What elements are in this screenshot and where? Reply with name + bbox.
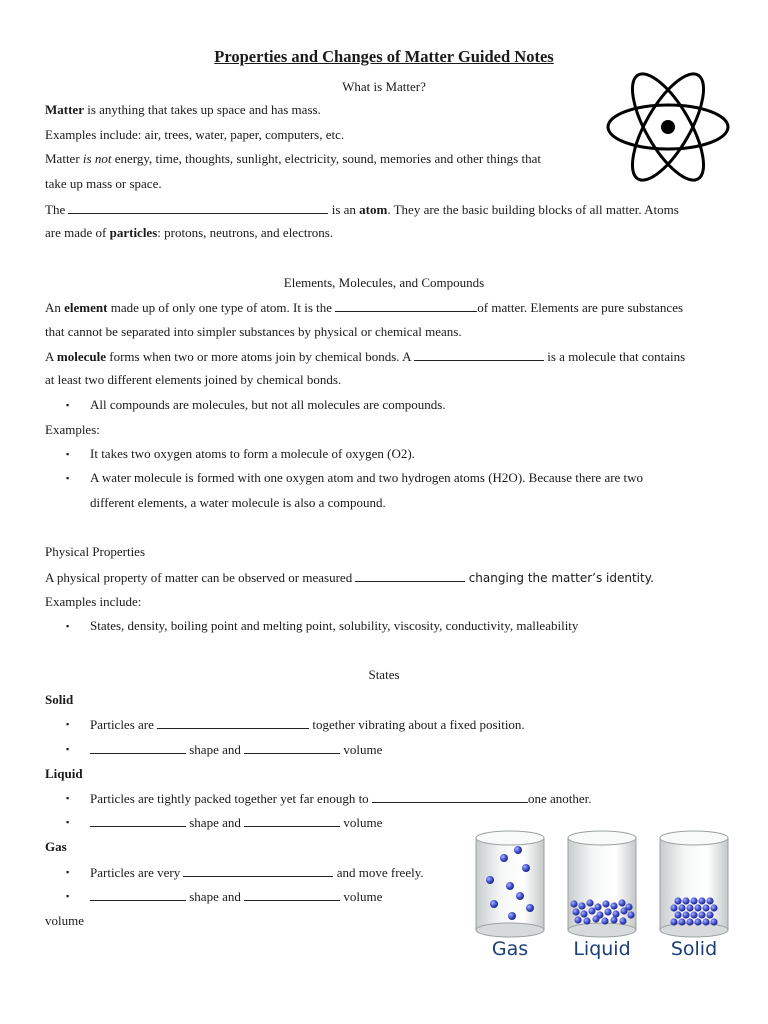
examples-label: Examples:: [45, 422, 100, 437]
section-heading-elements: Elements, Molecules, and Compounds: [283, 275, 485, 290]
bullet-marker: ▪: [66, 793, 70, 803]
physical-property-line: A physical property of matter can be observed or measured changing the matter’s identity.: [45, 570, 654, 585]
liquid-shape-volume: shape and volume: [90, 814, 382, 831]
blank-gas-volume[interactable]: [244, 888, 340, 901]
bullet-oxygen: It takes two oxygen atoms to form a molecule of oxygen (O2).: [90, 446, 415, 461]
blank-liquid-particles[interactable]: [372, 790, 528, 803]
blank-physical[interactable]: [355, 569, 465, 582]
bullet-water: A water molecule is formed with one oxygen atom and two hydrogen atoms (H2O). Because there are two: [90, 470, 644, 485]
page-title: Properties and Changes of Matter Guided Notes: [214, 47, 554, 66]
gas-label: Gas: [491, 938, 529, 960]
state-label-gas: Gas: [45, 839, 67, 854]
blank-gas-shape[interactable]: [90, 888, 186, 901]
blank-solid-shape[interactable]: [90, 741, 186, 754]
solid-label: Solid: [670, 938, 718, 960]
blank-element[interactable]: [335, 299, 477, 312]
bullet-marker: ▪: [66, 621, 70, 631]
molecule-line: A molecule forms when two or more atoms join by chemical bonds. A is a molecule that contains: [45, 349, 686, 364]
solid-beaker-icon: [660, 831, 728, 937]
molecule-line-2: at least two different elements joined by chemical bonds.: [45, 372, 342, 387]
trailing-volume: volume: [45, 913, 84, 928]
blank-solid-volume[interactable]: [244, 741, 340, 754]
gas-beaker-icon: [476, 831, 544, 937]
blank-gas-particles[interactable]: [183, 864, 333, 877]
gas-shape-volume: shape and volume: [90, 888, 382, 905]
liquid-particles: Particles are tightly packed together yet far enough to one another.: [90, 791, 592, 806]
matter-is-not-cont: take up mass or space.: [45, 176, 162, 191]
bullet-water-cont: different elements, a water molecule is also a compound.: [90, 495, 386, 510]
matter-is-not: Matter is not energy, time, thoughts, sunlight, electricity, sound, memories and other things that: [45, 151, 541, 166]
blank-solid-particles[interactable]: [157, 716, 309, 729]
liquid-beaker-icon: [568, 831, 636, 937]
bullet-marker: ▪: [66, 719, 70, 729]
blank-liquid-volume[interactable]: [244, 814, 340, 827]
bullet-marker: ▪: [66, 891, 70, 901]
state-label-liquid: Liquid: [45, 766, 83, 781]
element-line-2: that cannot be separated into simpler substances by physical or chemical means.: [45, 324, 462, 339]
bullet-marker: ▪: [66, 473, 70, 483]
section-heading-what-is-matter: What is Matter?: [342, 79, 426, 94]
section-heading-physical: Physical Properties: [45, 544, 146, 559]
state-label-solid: Solid: [45, 692, 74, 707]
gas-particles: Particles are very and move freely.: [90, 865, 424, 880]
bullet-marker: ▪: [66, 744, 70, 754]
solid-particles: Particles are together vibrating about a fixed position.: [90, 717, 525, 732]
bullet-physical-examples: States, density, boiling point and melting point, solubility, viscosity, conductivity, malleability: [90, 618, 579, 633]
section-heading-states: States: [368, 667, 400, 682]
atom-icon: [606, 63, 730, 191]
bullet-marker: ▪: [66, 449, 70, 459]
blank-compound[interactable]: [414, 348, 544, 361]
atom-line: The is an atom. They are the basic building blocks of all matter. Atoms: [45, 202, 679, 217]
element-line: An element made up of only one type of atom. It is the of matter. Elements are pure substances: [45, 300, 684, 315]
blank-atom[interactable]: [68, 201, 328, 214]
matter-definition: Matter is anything that takes up space and has mass.: [45, 102, 321, 117]
matter-examples: Examples include: air, trees, water, paper, computers, etc.: [45, 127, 345, 142]
particles-line: are made of particles: protons, neutrons, and electrons.: [45, 225, 334, 240]
bullet-compounds: All compounds are molecules, but not all molecules are compounds.: [90, 397, 446, 412]
states-of-matter-illustration: [468, 828, 738, 960]
solid-shape-volume: shape and volume: [90, 741, 382, 758]
bullet-marker: ▪: [66, 400, 70, 410]
blank-liquid-shape[interactable]: [90, 814, 186, 827]
physical-examples-label: Examples include:: [45, 594, 142, 609]
bullet-marker: ▪: [66, 817, 70, 827]
liquid-label: Liquid: [573, 938, 631, 960]
bullet-marker: ▪: [66, 867, 70, 877]
